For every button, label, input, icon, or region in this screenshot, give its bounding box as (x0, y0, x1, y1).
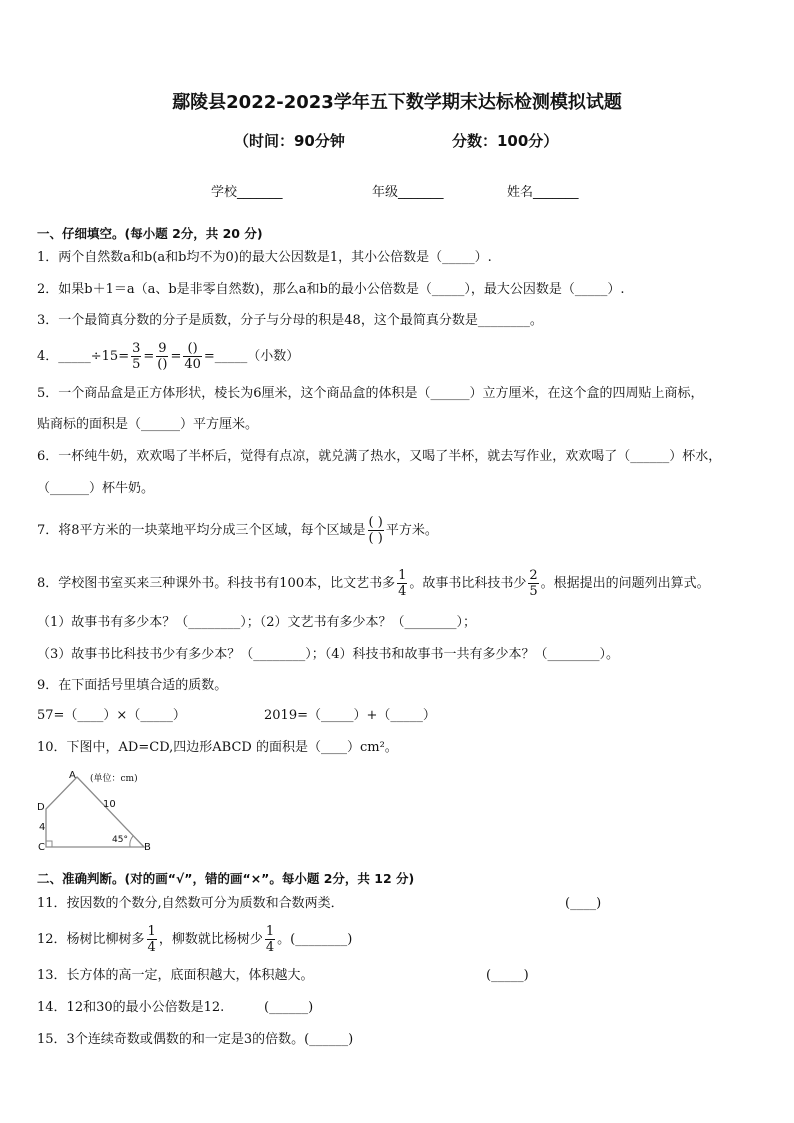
q4-suffix: =_____（小数） (203, 349, 300, 364)
question-1: 1．两个自然数a和b(a和b均不为0)的最大公因数是1，其小公倍数是（_____）. (37, 250, 492, 265)
numerator: 2 (529, 568, 538, 583)
fraction (397, 568, 407, 599)
numerator: 1 (265, 924, 275, 939)
q7-prefix: 7．将8平方米的一块菜地平均分成三个区域，每个区域是 (37, 523, 366, 538)
q4-prefix: 4．_____÷15= (37, 349, 130, 364)
quadrilateral-figure (34, 770, 164, 856)
question-9: 9．在下面括号里填合适的质数。 (37, 678, 228, 693)
question-6-line-1: 6．一杯纯牛奶，欢欢喝了半杯后，觉得有点凉，就兑满了热水，又喝了半杯，就去写作业，欢欢喝了（______）杯水， (37, 449, 722, 464)
question-2: 2．如果b＋1＝a（a、b是非零自然数)，那么a和b的最小公倍数是（_____），最大公因数是（_____）. (37, 282, 625, 297)
q8-text: 。根据提出的问题列出算式。 (540, 576, 710, 591)
exam-time: （时间：90分钟 (234, 132, 345, 150)
numerator: 1 (147, 924, 156, 939)
question-8-sub-1: （1）故事书有多少本？（________）；（2）文艺书有多少本？（________）； (37, 615, 477, 630)
question-7 (37, 515, 438, 546)
side-ab-length: 10 (103, 799, 116, 810)
question-9-b: 2019=（_____）+（_____） (264, 708, 436, 723)
fraction (368, 515, 384, 546)
numerator: ( ) (368, 515, 383, 530)
numerator: 9 (158, 341, 167, 356)
quadrilateral-shape (46, 777, 144, 847)
answer-blank[interactable]: (_____) (486, 968, 529, 983)
name-field[interactable]: 姓名_______ (507, 185, 579, 200)
equals: = (143, 349, 155, 364)
fraction (131, 341, 141, 372)
fraction (183, 341, 202, 372)
denominator: 4 (147, 940, 156, 955)
question-11: 11．按因数的个数分,自然数可分为质数和合数两类． (37, 896, 344, 911)
question-6-line-2: （______）杯牛奶。 (37, 481, 155, 496)
angle-label: 45° (112, 835, 128, 845)
grade-field[interactable]: 年级_______ (372, 185, 444, 200)
q8-text: 8．学校图书室买来三种课外书。科技书有100本，比文艺书多 (37, 576, 396, 591)
question-14: 14．12和30的最小公倍数是12. (37, 1000, 225, 1015)
side-dc-length: 4 (39, 822, 46, 833)
q8-text: 。故事书比科技书少 (409, 576, 527, 591)
q12-text: 。(________) (277, 932, 353, 947)
section-heading: 一、仔细填空。(每小题 2分，共 20 分) (37, 226, 263, 241)
question-4 (37, 341, 299, 372)
question-12 (37, 924, 352, 955)
vertex-c: C (38, 842, 45, 853)
answer-blank[interactable]: (______) (264, 1000, 314, 1015)
question-10: 10．下图中，AD=CD,四边形ABCD 的面积是（____）cm²。 (37, 740, 398, 755)
right-angle-mark (46, 841, 52, 847)
question-15: 15．3个连续奇数或偶数的和一定是3的倍数。(______) (37, 1032, 354, 1047)
denominator: 4 (265, 940, 275, 955)
denominator: 5 (132, 357, 141, 372)
exam-score: 分数：100分） (452, 132, 559, 150)
equals: = (170, 349, 182, 364)
denominator: 40 (184, 357, 201, 372)
denominator: ( ) (368, 531, 383, 546)
fraction (528, 568, 538, 599)
numerator: 1 (398, 568, 407, 583)
question-5-line-2: 贴商标的面积是（______）平方厘米。 (37, 417, 259, 432)
denominator: () (157, 357, 168, 372)
question-8-sub-2: （3）故事书比科技书少有多少本？（________）；（4）科技书和故事书一共有多少本？（________）。 (37, 647, 620, 662)
page-title: 鄢陵县2022-2023学年五下数学期末达标检测模拟试题 (172, 92, 622, 113)
question-9-a: 57=（____）×（_____） (37, 708, 186, 723)
denominator: 5 (529, 584, 538, 599)
fraction (147, 924, 157, 955)
section-heading: 二、准确判断。(对的画“√”，错的画“×”。每小题 2分，共 12 分) (37, 871, 415, 886)
unit-label: (单位：cm) (90, 774, 138, 784)
question-5-line-1: 5．一个商品盒是正方体形状，棱长为6厘米，这个商品盒的体积是（______）立方厘米，在这个盒的四周贴上商标， (37, 386, 704, 401)
angle-arc (130, 836, 133, 847)
q12-text: ，柳数就比杨树少 (158, 932, 263, 947)
q12-text: 12．杨树比柳树多 (37, 932, 145, 947)
question-8 (37, 568, 710, 599)
vertex-a: A (69, 770, 76, 781)
numerator: () (183, 341, 202, 357)
vertex-d: D (37, 802, 45, 813)
answer-blank[interactable]: (____) (565, 896, 602, 911)
numerator: 3 (132, 341, 141, 356)
fraction (156, 341, 168, 372)
q7-suffix: 平方米。 (385, 523, 438, 538)
fraction (265, 924, 275, 955)
vertex-b: B (144, 842, 151, 853)
denominator: 4 (398, 584, 407, 599)
question-3: 3．一个最简真分数的分子是质数，分子与分母的积是48，这个最简真分数是________。 (37, 313, 543, 328)
school-field[interactable]: 学校_______ (211, 185, 283, 200)
question-13: 13．长方体的高一定，底面积越大，体积越大。 (37, 968, 314, 983)
